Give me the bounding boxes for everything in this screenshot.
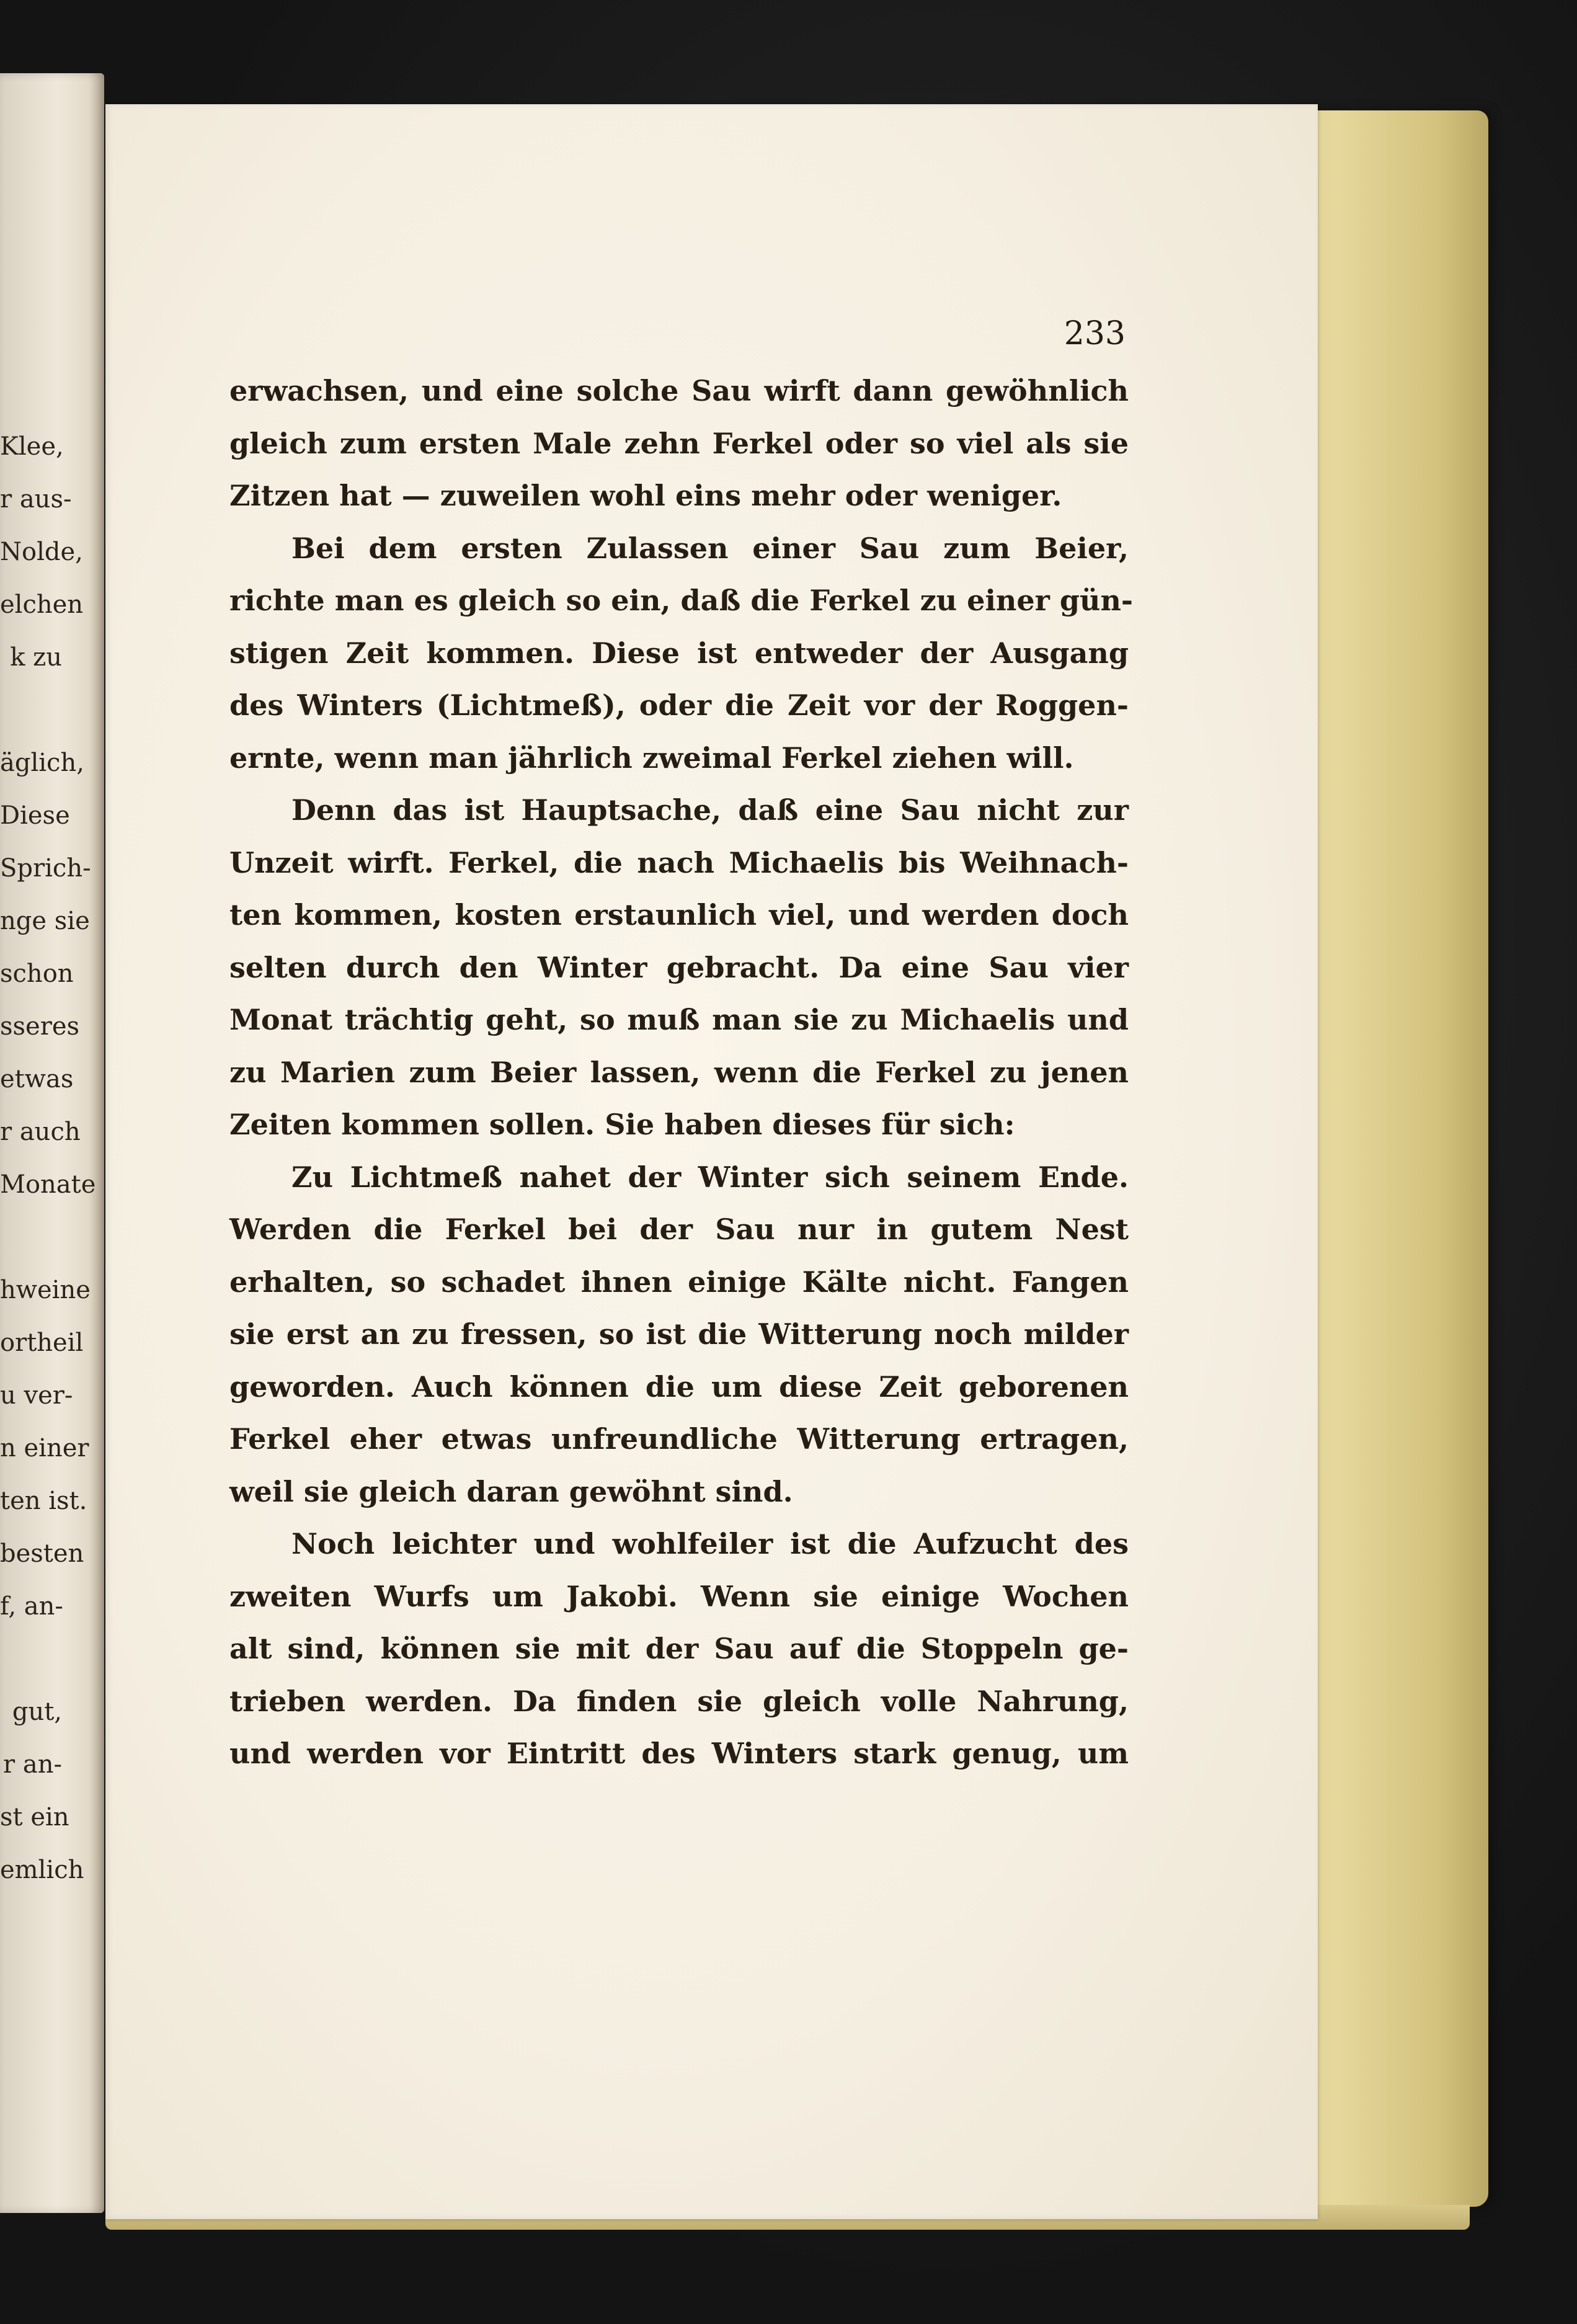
fragment-line: äglich, <box>0 749 84 777</box>
fragment-line: ortheil <box>0 1329 84 1357</box>
fragment-line: r auch <box>0 1118 81 1146</box>
text-line: Zeiten kommen sollen. Sie haben dieses für sich: <box>229 1108 1015 1141</box>
text-line: richte man es gleich so ein, daß die Ferkel zu einer gün- <box>229 584 1134 617</box>
text-line: sie erst an zu fressen, so ist die Witterung noch milder <box>229 1317 1129 1351</box>
text-line: Werden die Ferkel bei der Sau nur in gutem Nest <box>229 1213 1129 1246</box>
text-line: selten durch den Winter gebracht. Da eine Sau vier <box>229 950 1129 984</box>
text-line: gleich zum ersten Male zehn Ferkel oder so viel als sie <box>229 426 1129 460</box>
text-line: zu Marien zum Beier lassen, wenn die Ferkel zu jenen <box>229 1055 1129 1089</box>
fragment-line: n einer <box>0 1434 89 1463</box>
fragment-line: r aus- <box>0 485 72 514</box>
text-line: ernte, wenn man jährlich zweimal Ferkel ziehen will. <box>229 741 1074 775</box>
text-line: Monat trächtig geht, so muß man sie zu Michaelis und <box>229 1003 1129 1036</box>
text-line: erhalten, so schadet ihnen einige Kälte nicht. Fangen <box>229 1265 1129 1299</box>
text-line: Zitzen hat — zuweilen wohl eins mehr oder weniger. <box>229 479 1062 512</box>
fragment-line: Nolde, <box>0 538 83 566</box>
fragment-line: besten <box>0 1539 84 1568</box>
text-line: Unzeit wirft. Ferkel, die nach Michaelis bis Weihnach- <box>229 845 1129 879</box>
text-line: weil sie gleich daran gewöhnt sind. <box>229 1474 793 1508</box>
text-line: geworden. Auch können die um diese Zeit geborenen <box>229 1369 1129 1404</box>
fragment-line <box>0 684 62 737</box>
fragment-line: emlich <box>0 1856 84 1884</box>
fragment-line: Sprich- <box>0 854 91 883</box>
text-line: stigen Zeit kommen. Diese ist entweder der Ausgang <box>229 636 1129 670</box>
text-line: Noch leichter und wohlfeiler ist die Aufzucht des <box>291 1527 1129 1560</box>
fragment-line: elchen <box>0 590 84 619</box>
previous-page-text-fragments <box>0 421 96 1897</box>
book-page <box>105 104 1318 2219</box>
fragment-line: sseres <box>0 1012 80 1041</box>
fragment-line: Diese <box>0 801 70 830</box>
fragment-line: k zu <box>10 643 62 672</box>
text-line: Ferkel eher etwas unfreundliche Witterung ertragen, <box>229 1422 1129 1456</box>
fragment-line: ten ist. <box>0 1487 87 1515</box>
text-line: ten kommen, kosten erstaunlich viel, und werden doch <box>229 898 1129 932</box>
fragment-line: hweine <box>0 1276 91 1304</box>
text-line: alt sind, können sie mit der Sau auf die Stoppeln ge- <box>229 1632 1129 1665</box>
page-number: 233 <box>1064 315 1126 352</box>
text-line: des Winters (Lichtmeß), oder die Zeit vor der Roggen- <box>229 688 1129 722</box>
text-line: zweiten Wurfs um Jakobi. Wenn sie einige Wochen <box>229 1579 1129 1613</box>
fragment-line: gut, <box>12 1698 62 1726</box>
text-line: trieben werden. Da finden sie gleich volle Nahrung, <box>229 1684 1129 1718</box>
fragment-line: Klee, <box>0 432 64 461</box>
text-line: Zu Lichtmeß nahet der Winter sich seinem Ende. <box>291 1160 1129 1194</box>
text-line: und werden vor Eintritt des Winters stark genug, um <box>229 1737 1129 1770</box>
fragment-line: r an- <box>3 1750 62 1779</box>
fragment-line: etwas <box>0 1065 74 1093</box>
text-line: Bei dem ersten Zulassen einer Sau zum Beier, <box>291 531 1129 565</box>
fragment-line: st ein <box>0 1803 69 1832</box>
fragment-line: f, an- <box>0 1592 63 1621</box>
fragment-line: u ver- <box>0 1381 73 1410</box>
text-line: erwachsen, und eine solche Sau wirft dann gewöhnlich <box>229 374 1129 407</box>
text-line: Denn das ist Hauptsache, daß eine Sau nicht zur <box>291 793 1129 827</box>
fragment-line: schon <box>0 959 74 988</box>
body-text <box>229 365 1134 1780</box>
fragment-line <box>0 1633 62 1686</box>
fragment-line: Monate <box>0 1170 96 1199</box>
fragment-line: nge sie <box>0 907 90 935</box>
fragment-line <box>0 1211 62 1264</box>
previous-page-edge <box>0 73 104 2213</box>
